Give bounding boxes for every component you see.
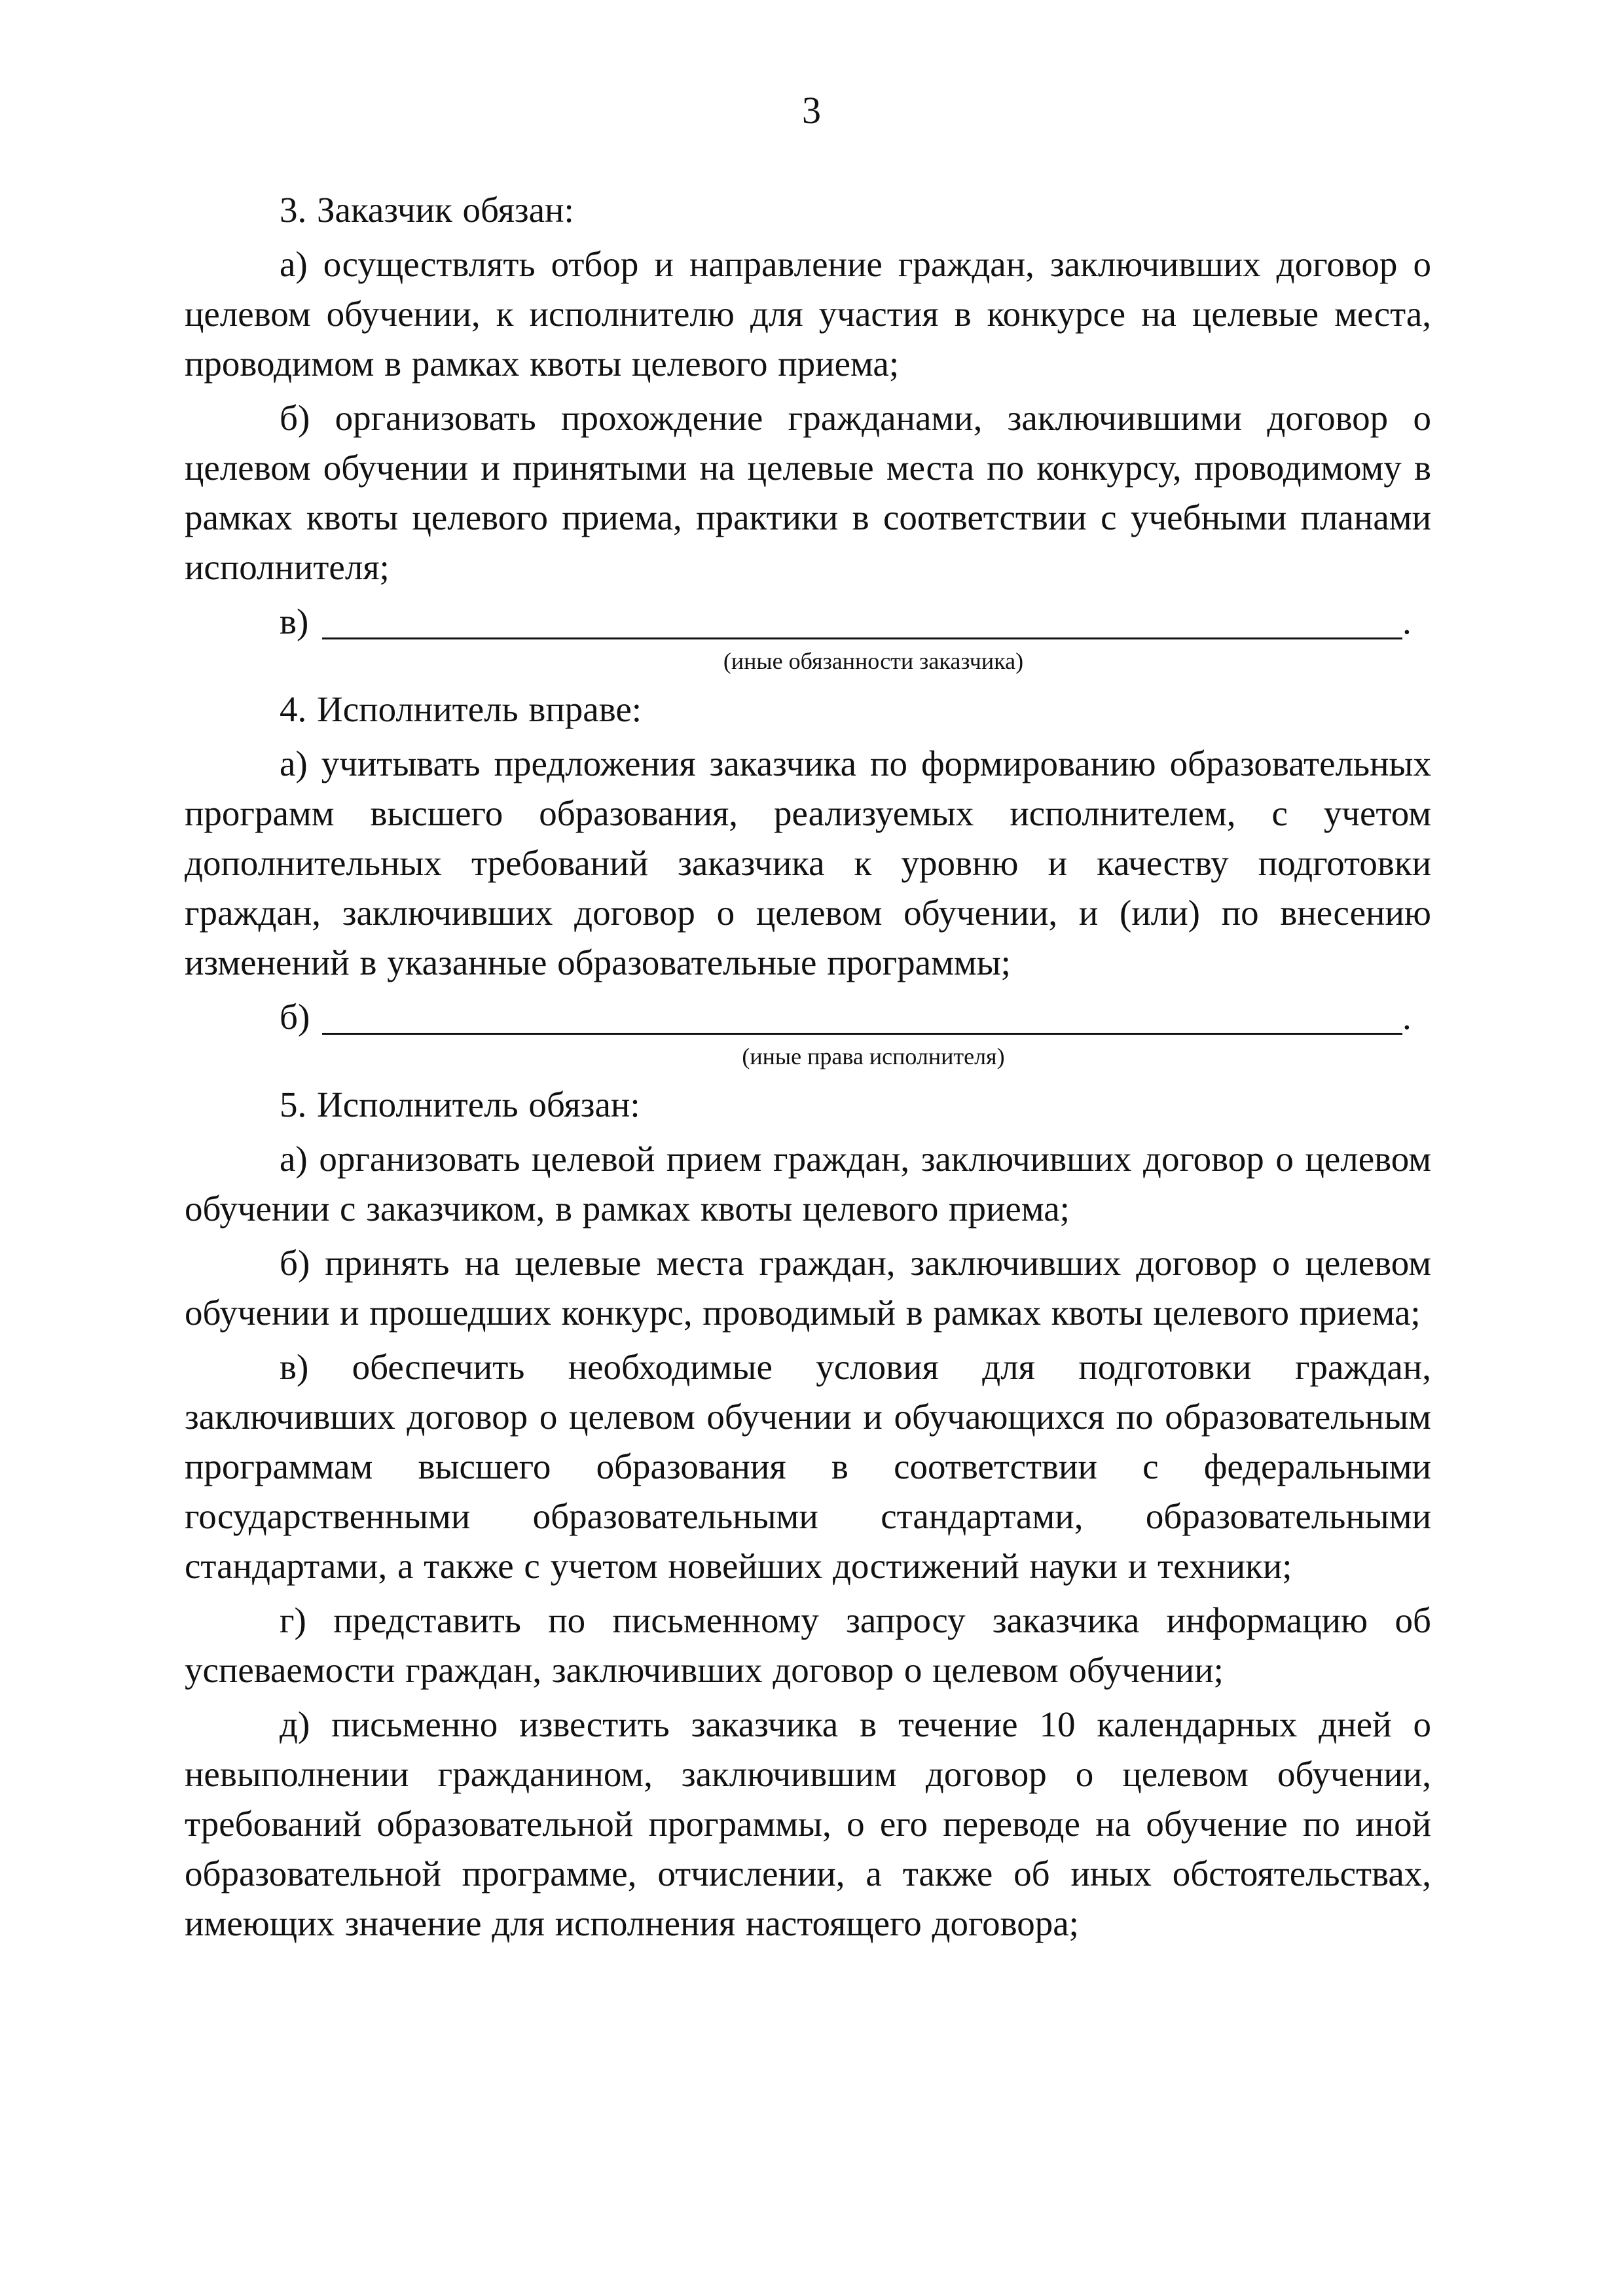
page-number: 3 — [802, 89, 821, 132]
section-5-item-v: в) обеспечить необходимые условия для подготовки граждан, заключивших договор о целевом обучении и обучающихся по образовательным программам высшего образования в соответствии с федеральными государственными образовательными стандартами, образовательными стандартами, а также с учетом новейших достижений науки и техники; — [185, 1347, 1431, 1586]
section-5-item-a: а) организовать целевой прием граждан, заключивших договор о целевом обучении с заказчиком, в рамках квоты целевого приема; — [185, 1139, 1431, 1229]
section-3-item-v-caption: (иные обязанности заказчика) — [723, 648, 1024, 674]
section-4-item-b-prefix: б) — [280, 997, 310, 1037]
section-3-heading: 3. Заказчик обязан: — [280, 190, 574, 230]
section-5-item-g: г) представить по письменному запросу заказчика информацию об успеваемости граждан, заключивших договор о целевом обучении; — [185, 1600, 1431, 1690]
section-3-item-v-blank — [185, 597, 1431, 647]
section-5-item-d: д) письменно известить заказчика в течение 10 календарных дней о невыполнении гражданином, заключившим договор о целевом обучении, требований образовательной программы, о его переводе на обучение по иной образовательной программе, отчислении, а также об иных обстоятельствах, имеющих значение для исполнения настоящего договора; — [185, 1704, 1431, 1943]
fill-in-line — [322, 637, 1402, 639]
section-5-heading: 5. Исполнитель обязан: — [280, 1085, 640, 1124]
section-5-item-b: б) принять на целевые места граждан, заключивших договор о целевом обучении и прошедших конкурс, проводимый в рамках квоты целевого приема; — [185, 1243, 1431, 1333]
section-3-item-a: а) осуществлять отбор и направление граждан, заключивших договор о целевом обучении, к исполнителю для участия в конкурсе на целевые места, проводимом в рамках квоты целевого приема; — [185, 244, 1431, 384]
section-4-heading: 4. Исполнитель вправе: — [280, 689, 642, 729]
section-4-item-b-blank — [185, 992, 1431, 1042]
section-3-item-b: б) организовать прохождение гражданами, заключившими договор о целевом обучении и принятыми на целевые места по конкурсу, проводимому в рамках квоты целевого приема, практики в соответствии с учебными планами исполнителя; — [185, 398, 1431, 587]
section-4-item-b-caption: (иные права исполнителя) — [742, 1043, 1005, 1069]
section-4-item-a: а) учитывать предложения заказчика по формированию образовательных программ высшего образования, реализуемых исполнителем, с учетом дополнительных требований заказчика к уровню и качеству подготовки граждан, заключивших договор о целевом обучении, и (или) по внесению изменений в указанные образовательные программы; — [185, 744, 1431, 982]
fill-in-line — [322, 1033, 1402, 1035]
line-end-period: . — [1402, 997, 1412, 1037]
document-body — [185, 185, 1431, 1953]
line-end-period: . — [1402, 601, 1412, 641]
section-3-item-v-prefix: в) — [280, 601, 309, 641]
